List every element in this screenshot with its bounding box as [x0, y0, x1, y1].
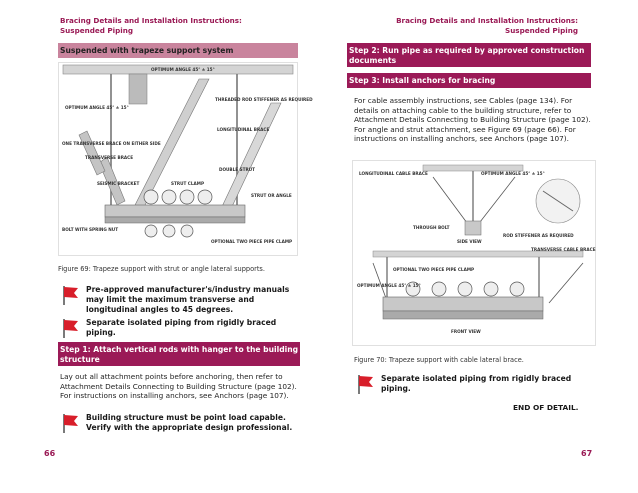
- step3-title-bar: [347, 73, 591, 88]
- right-running-header: [396, 16, 578, 35]
- note-separate-piping: [62, 318, 298, 338]
- red-flag-icon: [62, 285, 79, 305]
- red-flag-icon: [357, 374, 374, 394]
- step1-title-bar: [58, 342, 300, 366]
- label-double-strut: DOUBLE STRUT: [219, 167, 255, 172]
- label-bolt-spring-nut: BOLT WITH SPRING NUT: [62, 227, 119, 232]
- label-strut-or-angle: STRUT OR ANGLE: [251, 193, 292, 198]
- figure-70: [352, 160, 596, 346]
- right-header-line1: Bracing Details and Installation Instructions:: [396, 16, 578, 25]
- label-optimum-angle: OPTIMUM ANGLE 45° ± 15°: [481, 171, 545, 176]
- label-transverse-cable: TRANSVERSE CABLE BRACE: [531, 247, 596, 252]
- section-title-bar: [58, 43, 298, 58]
- left-running-header: [60, 16, 242, 35]
- label-side-view: SIDE VIEW: [457, 239, 482, 244]
- note-separate-piping-text: Separate isolated piping from rigidly braced piping.: [86, 318, 277, 337]
- label-optimum-angle-top: OPTIMUM ANGLE 45° ± 15°: [151, 67, 215, 72]
- note-max-angles: [62, 285, 298, 315]
- label-rod-stiffener: ROD STIFFENER AS REQUIRED: [503, 233, 574, 238]
- note-point-load: [62, 413, 298, 433]
- step1-title: Step 1: Attach vertical rods with hanger to the building structure: [60, 345, 299, 364]
- right-page: [319, 0, 638, 493]
- left-header-line1: Bracing Details and Installation Instructions:: [60, 16, 242, 25]
- label-through-bolt: THROUGH BOLT: [413, 225, 450, 230]
- figure-69-caption: Figure 69: Trapeze support with strut or angle lateral supports.: [58, 265, 265, 273]
- section-title: Suspended with trapeze support system: [60, 46, 234, 55]
- step2-title: Step 2: Run pipe as required by approved construction documents: [349, 46, 585, 65]
- figure-69: [58, 62, 313, 256]
- end-of-detail: END OF DETAIL.: [513, 403, 579, 412]
- step2-title-bar: [347, 43, 591, 67]
- trapeze-cable-illustration: [353, 161, 595, 345]
- note-max-angles-text: Pre-approved manufacturer's/industry manuals may limit the maximum transverse and longitudinal angles to 45 degrees.: [86, 285, 290, 314]
- trapeze-strut-illustration: [59, 63, 313, 255]
- label-longitudinal-brace: LONGITUDINAL BRACE: [217, 127, 270, 132]
- step1-body: Lay out all attachment points before anchoring, then refer to Attachment Details Connecting to Building Structure (page 102). For instructions on installing anchors, see Anchors (page 107).: [60, 372, 297, 401]
- label-pipe-clamp: OPTIONAL TWO PIECE PIPE CLAMP: [211, 239, 293, 244]
- note-separate-piping-right: [357, 374, 593, 394]
- left-header-line2: Suspended Piping: [60, 25, 133, 35]
- page-number-left: 66: [44, 449, 56, 458]
- label-pipe-clamp-right: OPTIONAL TWO PIECE PIPE CLAMP: [393, 267, 475, 272]
- label-one-transverse: ONE TRANSVERSE BRACE ON EITHER SIDE: [62, 141, 161, 146]
- label-transverse-brace: TRANSVERSE BRACE: [85, 155, 134, 160]
- note-point-load-text: Building structure must be point load capable. Verify with the appropriate design professional.: [86, 413, 293, 432]
- note-separate-piping-right-text: Separate isolated piping from rigidly braced piping.: [381, 374, 572, 393]
- label-threaded-rod: THREADED ROD STIFFENER AS REQUIRED: [215, 97, 313, 102]
- step3-title: Step 3: Install anchors for bracing: [349, 76, 496, 85]
- red-flag-icon: [62, 318, 79, 338]
- figure-70-caption: Figure 70: Trapeze support with cable lateral brace.: [354, 356, 524, 364]
- label-front-view: FRONT VIEW: [451, 329, 481, 334]
- right-header-line2: Suspended Piping: [505, 25, 578, 35]
- red-flag-icon: [62, 413, 79, 433]
- step3-body: For cable assembly instructions, see Cables (page 134). For details on attaching cable to the building structure, refer to Attachment Details Connecting to Building Structure (page 102). For angle and strut attachment, see Figure 69 (page 66). For instructions on installing anchors, see Anchors (page 107).: [354, 96, 591, 144]
- label-seismic-bracket: SEISMIC BRACKET: [97, 181, 140, 186]
- label-optimum-angle-left: OPTIMUM ANGLE 45° ± 15°: [65, 105, 129, 110]
- label-longitudinal-cable: LONGITUDINAL CABLE BRACE: [359, 171, 428, 176]
- label-optimum-angle-front: OPTIMUM ANGLE 45° ± 15°: [357, 283, 421, 288]
- label-strut-clamp: STRUT CLAMP: [171, 181, 205, 186]
- page-number-right: 67: [581, 449, 593, 458]
